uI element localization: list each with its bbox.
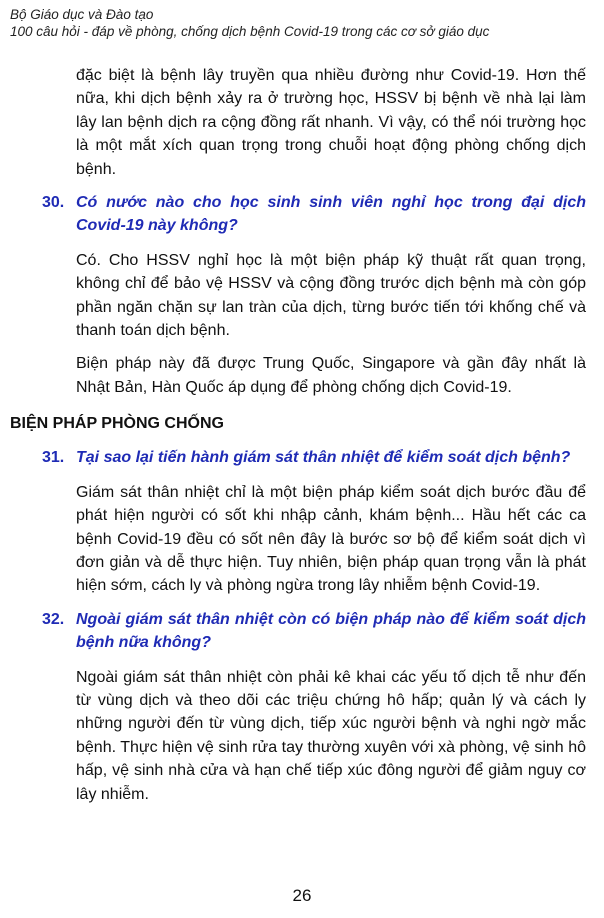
header-book-title: 100 câu hỏi - đáp về phòng, chống dịch bệnh Covid-19 trong các cơ sở giáo dục [10,24,490,39]
answer-30-paragraph-2: Biện pháp này đã được Trung Quốc, Singapore và gần đây nhất là Nhật Bản, Hàn Quốc áp dụng để phòng chống dịch Covid-19. [76,355,586,396]
question-32 [42,608,586,655]
question-31-number: 31. [42,449,65,467]
header-publisher: Bộ Giáo dục và Đào tạo [10,7,154,22]
question-31 [42,446,586,469]
page-header [10,6,594,40]
question-32-text: Ngoài giám sát thân nhiệt còn có biện pháp nào để kiểm soát dịch bệnh nữa không? [76,610,586,652]
answer-30-paragraph-1: Có. Cho HSSV nghỉ học là một biện pháp kỹ thuật rất quan trọng, không chỉ để bảo vệ HSSV và cộng đồng trước dịch bệnh mà còn góp phần ngăn chặn sự lan tràn của dịch, từng bước tiến tới khống chế và thanh toán dịch bệnh. [76,251,586,340]
intro-paragraph: đặc biệt là bệnh lây truyền qua nhiều đường như Covid-19. Hơn thế nữa, khi dịch bệnh xảy ra ở trường học, HSSV bị bệnh về nhà lại làm lây lan bệnh dịch ra cộng đồng rất nhanh. Vì vậy, có thể nói trường học là một mắt xích quan trọng trong chuỗi hoạt động phòng chống dịch bệnh. [76,67,586,178]
page-number: 26 [292,886,312,905]
question-30-number: 30. [42,194,65,212]
question-30 [42,191,586,238]
question-32-number: 32. [42,610,65,628]
question-30-text: Có nước nào cho học sinh sinh viên nghỉ học trong đại dịch Covid-19 này không? [76,194,586,235]
page-content [10,64,586,816]
answer-31-paragraph: Giám sát thân nhiệt chỉ là một biện pháp kiểm soát dịch bước đầu để phát hiện người có sốt khi nhập cảnh, khám bệnh... Hầu hết các ca bệnh Covid-19 đều có sốt nên đây là bước sơ bộ để kiểm soát dịch vì đơn giản và dễ thực hiện. Tuy nhiên, biện pháp quan trọng vẫn là phát hiện sớm, cách ly và phòng ngừa trong lây nhiễm bệnh Covid-19. [76,483,586,595]
section-heading: BIỆN PHÁP PHÒNG CHỐNG [10,415,224,433]
question-31-text: Tại sao lại tiến hành giám sát thân nhiệt để kiểm soát dịch bệnh? [76,449,571,467]
answer-32-paragraph: Ngoài giám sát thân nhiệt còn phải kê khai các yếu tố dịch tễ như đến từ vùng dịch và theo dõi các triệu chứng hô hấp; quản lý và cách ly những người đến từ vùng dịch, tiếp xúc người bệnh và nghi ngờ mắc bệnh. Thực hiện vệ sinh rửa tay thường xuyên với xà phòng, vệ sinh hô hấp, vệ sinh nhà cửa và hạn chế tiếp xúc đông người để giảm nguy cơ lây nhiễm. [76,668,586,803]
